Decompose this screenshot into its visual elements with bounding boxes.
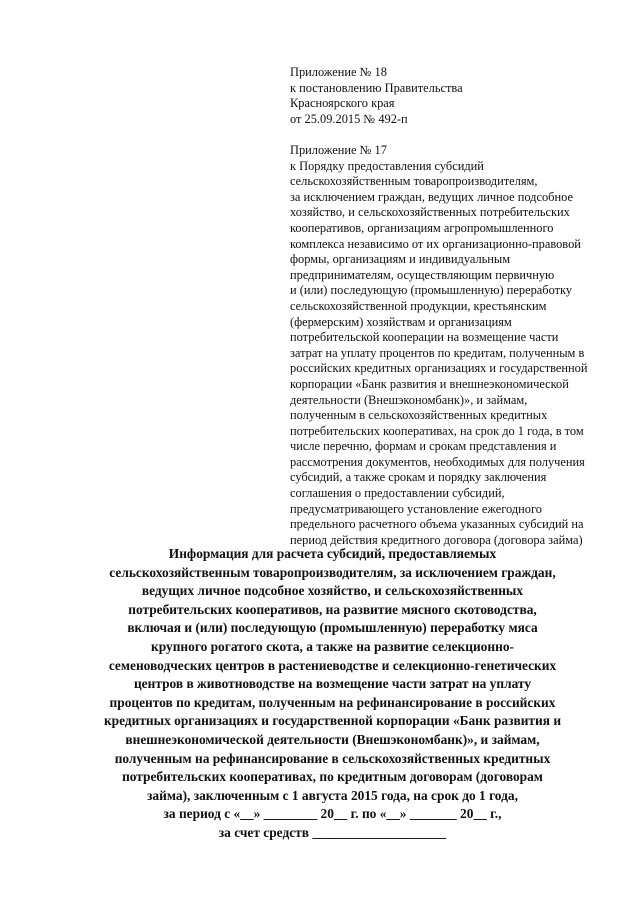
title-line: Информация для расчета субсидий, предоставляемых xyxy=(168,546,497,561)
title-line: полученным на рефинансирование в сельскохозяйственных кредитных xyxy=(114,750,551,766)
appendix-17-line: комплекса независимо от их организационно-правовой xyxy=(290,236,581,251)
appendix-17-line: за исключением граждан, ведущих личное подсобное xyxy=(290,189,573,204)
title-line: сельскохозяйственным товаропроизводителям, за исключением граждан, xyxy=(109,564,556,580)
title-line: процентов по кредитам, полученным на рефинансирование в российских xyxy=(109,694,556,710)
appendix-18-header xyxy=(290,65,600,127)
appendix-17-line: затрат на уплату процентов по кредитам, полученным в xyxy=(290,345,585,360)
appendix-17-line: потребительских кооперативах, на срок до 1 года, в том xyxy=(290,423,584,438)
appendix-17-line: сельскохозяйственным товаропроизводителям, xyxy=(290,174,538,189)
title-line: включая и (или) последующую (промышленную) переработку мяса xyxy=(127,620,538,636)
period-line: за период с «__» ________ 20__ г. по «__» _______ 20__ г., xyxy=(163,806,502,822)
title-line: потребительских кооперативов, на развитие мясного скотоводства, xyxy=(128,601,537,617)
appendix-17-line: субсидий, а также срокам и порядку заключения xyxy=(290,470,547,485)
appendix-17-line: рассмотрения документов, необходимых для получения xyxy=(290,454,585,469)
funding-source-line: за счет средств ____________________ xyxy=(218,824,447,840)
appendix-17-line: предпринимателям, осуществляющим первичную xyxy=(290,267,555,282)
appendix-18-line: к постановлению Правительства xyxy=(290,80,463,95)
appendix-18-line: от 25.09.2015 № 492-п xyxy=(290,111,408,126)
title-line: потребительских кооперативах, по кредитным договорам (договорам xyxy=(122,769,543,785)
appendix-17-line: предельного расчетного объема указанных субсидий на xyxy=(290,517,584,532)
appendix-17-line: хозяйство, и сельскохозяйственных потребительских xyxy=(290,205,570,220)
appendix-17-line: полученным в сельскохозяйственных кредитных xyxy=(290,408,548,423)
title-line: кредитных организациях и государственной корпорации «Банк развития и xyxy=(103,713,562,729)
appendix-17-line: российских кредитных организациях и государственной xyxy=(290,361,588,376)
title-line: внешнеэкономической деятельности (Внешэкономбанк)», и займам, xyxy=(125,731,540,747)
appendix-17-line: к Порядку предоставления субсидий xyxy=(290,158,484,173)
appendix-17-line: (фермерским) хозяйствам и организациям xyxy=(290,314,512,329)
appendix-18-line: Красноярского края xyxy=(290,96,395,111)
appendix-17-line: период действия кредитного договора (договора займа) xyxy=(290,532,583,547)
title-line: центров в животноводстве на возмещение части затрат на уплату xyxy=(133,676,532,692)
title-line: займа), заключенным с 1 августа 2015 года, на срок до 1 года, xyxy=(147,787,518,803)
appendix-17-line: сельскохозяйственной продукции, крестьянским xyxy=(290,298,547,313)
appendix-17-line: корпорации «Банк развития и внешнеэкономической xyxy=(290,376,569,391)
appendix-17-header xyxy=(290,143,600,548)
appendix-17-line: предусматривающего установление ежегодного xyxy=(290,501,542,516)
appendix-17-line: потребительской кооперации на возмещение части xyxy=(290,330,559,345)
appendix-18-line: Приложение № 18 xyxy=(290,65,387,79)
appendix-17-line: кооперативов, организациям агропромышленного xyxy=(290,220,554,235)
appendix-17-line: и (или) последующую (промышленную) переработку xyxy=(290,283,573,298)
appendix-17-line: Приложение № 17 xyxy=(290,143,387,157)
title-line: ведущих личное подсобное хозяйство, и сельскохозяйственных xyxy=(141,583,524,599)
appendix-17-line: соглашения о предоставлении субсидий, xyxy=(290,486,505,501)
title-line: семеноводческих центров в растениеводстве и селекционно-генетических xyxy=(108,657,557,673)
appendix-17-line: формы, организациям и индивидуальным xyxy=(290,252,511,267)
appendix-17-line: деятельности (Внешэкономбанк)», и займам, xyxy=(290,392,528,407)
title-line: крупного рогатого скота, а также на развитие селекционно- xyxy=(151,638,514,654)
document-title xyxy=(60,545,605,843)
appendix-17-line: числе перечню, формам и срокам представления и xyxy=(290,439,557,454)
